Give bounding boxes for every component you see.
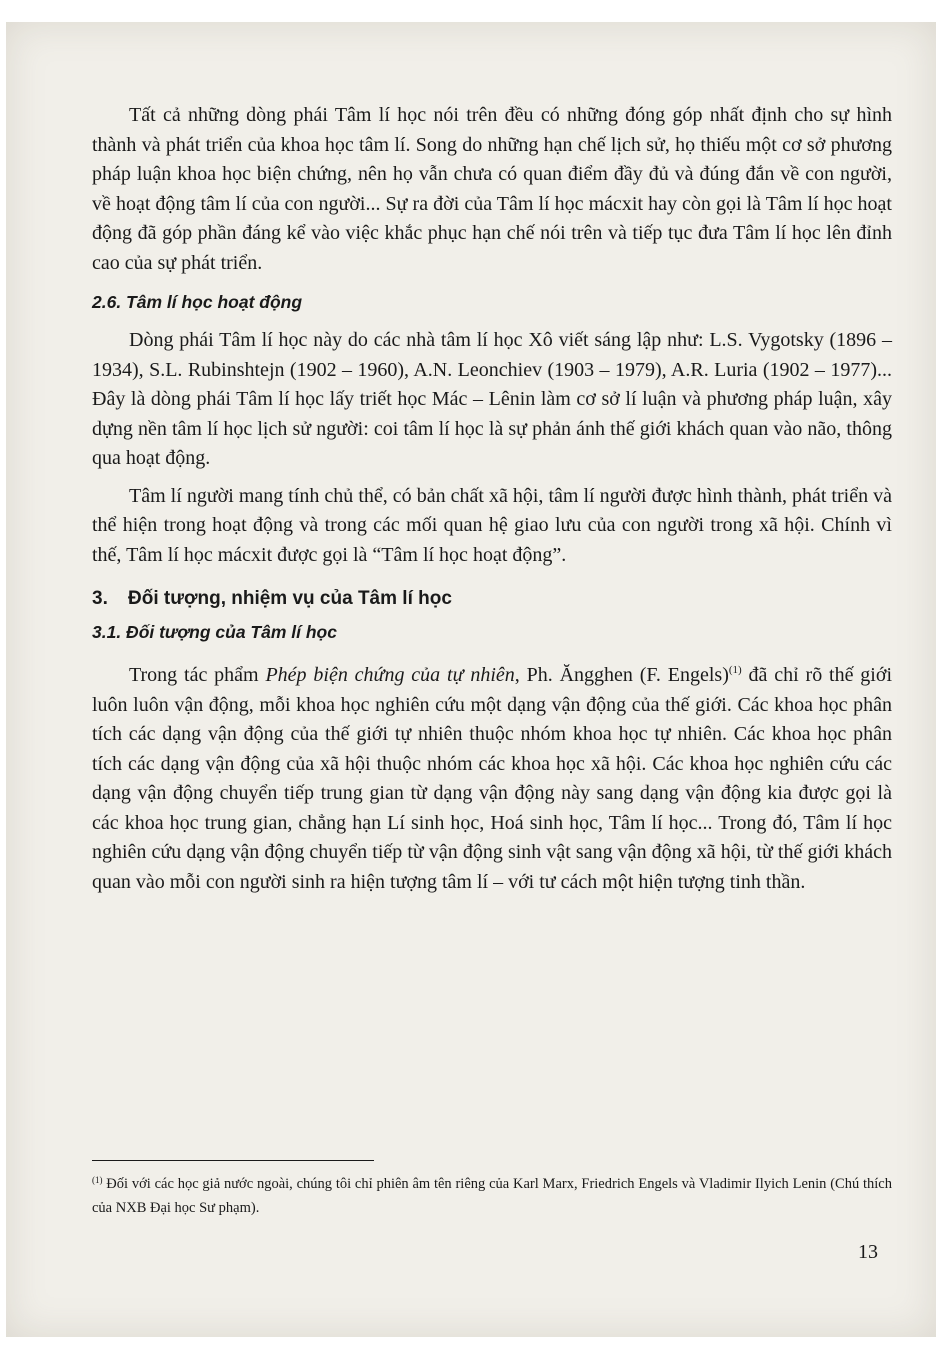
- section-2-6-paragraph-2: Tâm lí người mang tính chủ thể, có bản chất xã hội, tâm lí người được hình thành, phát triển và thể hiện trong hoạt động và trong các mối quan hệ giao lưu của con người trong xã hội. Chính vì thế, Tâm lí học mácxit được gọi là “Tâm lí học hoạt động”.: [92, 484, 892, 566]
- author-text: , Ph. Ăngghen (F. Engels): [514, 664, 729, 686]
- page-content: [92, 101, 892, 897]
- section-3-1-rest-text: đã chỉ rõ thế giới luôn luôn vận động, mỗi khoa học nghiên cứu một dạng vận động của thế giới. Các khoa học phân tích các dạng vận động của thế giới tự nhiên thuộc nhóm khoa học tự nhiên. Các khoa học phân tích các dạng vận động của xã hội thuộc nhóm các khoa học xã hội. Các khoa học nghiên cứu các dạng vận động chuyển tiếp trung gian từ dạng vận động này sang dạng vận động kia được gọi là các khoa học trung gian, chẳng hạn Lí sinh học, Hoá sinh học, Tâm lí học... Trong đó, Tâm lí học nghiên cứu dạng vận động chuyển tiếp từ vận động sinh vật sang vận động xã hội, từ thế giới khách quan vào mỗi con người sinh ra hiện tượng tâm lí – với tư cách một hiện tượng tinh thần.: [92, 664, 892, 893]
- section-3-1-heading: 3.1. Đối tượng của Tâm lí học: [92, 622, 337, 642]
- page-number: 13: [858, 1241, 878, 1263]
- footnote-text: Đối với các học giả nước ngoài, chúng tôi chỉ phiên âm tên riêng của Karl Marx, Friedrich Engels và Vladimir Ilyich Lenin (Chú thích của NXB Đại học Sư phạm).: [92, 1176, 892, 1216]
- section-3-title: Đối tượng, nhiệm vụ của Tâm lí học: [128, 588, 452, 609]
- lead-text: Trong tác phẩm: [129, 664, 266, 686]
- footnote-marker: (1): [92, 1175, 103, 1185]
- footnote-reference: (1): [728, 664, 742, 676]
- section-3-1-paragraph: [92, 656, 892, 897]
- section-3-heading: [92, 582, 892, 616]
- section-3-number: 3.: [92, 588, 108, 609]
- book-title: Phép biện chứng của tự nhiên: [265, 664, 515, 686]
- intro-paragraph: Tất cả những dòng phái Tâm lí học nói trên đều có những đóng góp nhất định cho sự hình thành và phát triển của khoa học tâm lí. Song do những hạn chế lịch sử, họ thiếu một cơ sở phương pháp luận khoa học biện chứng, nên họ vẫn chưa có quan điểm đầy đủ và đúng đắn về con người, về hoạt động tâm lí của con người... Sự ra đời của Tâm lí học mácxit hay còn gọi là Tâm lí học hoạt động đã góp phần đáng kể vào việc khắc phục hạn chế nói trên và tiếp tục đưa Tâm lí học lên đỉnh cao của sự phát triển.: [92, 104, 892, 274]
- footnote-divider: [92, 1160, 374, 1161]
- footnote: [92, 1168, 892, 1220]
- section-2-6-paragraph-1: Dòng phái Tâm lí học này do các nhà tâm lí học Xô viết sáng lập như: L.S. Vygotsky (1896 – 1934), S.L. Rubinshtejn (1902 – 1960), A.N. Leonchiev (1903 – 1979), A.R. Luria (1902 – 1977)... Đây là dòng phái Tâm lí học lấy triết học Mác – Lênin làm cơ sở lí luận và phương pháp luận, xây dựng nền tâm lí học lịch sử người: coi tâm lí học là sự phản ánh thế giới khách quan vào não, thông qua hoạt động.: [92, 329, 892, 469]
- section-2-6-heading: 2.6. Tâm lí học hoạt động: [92, 292, 303, 312]
